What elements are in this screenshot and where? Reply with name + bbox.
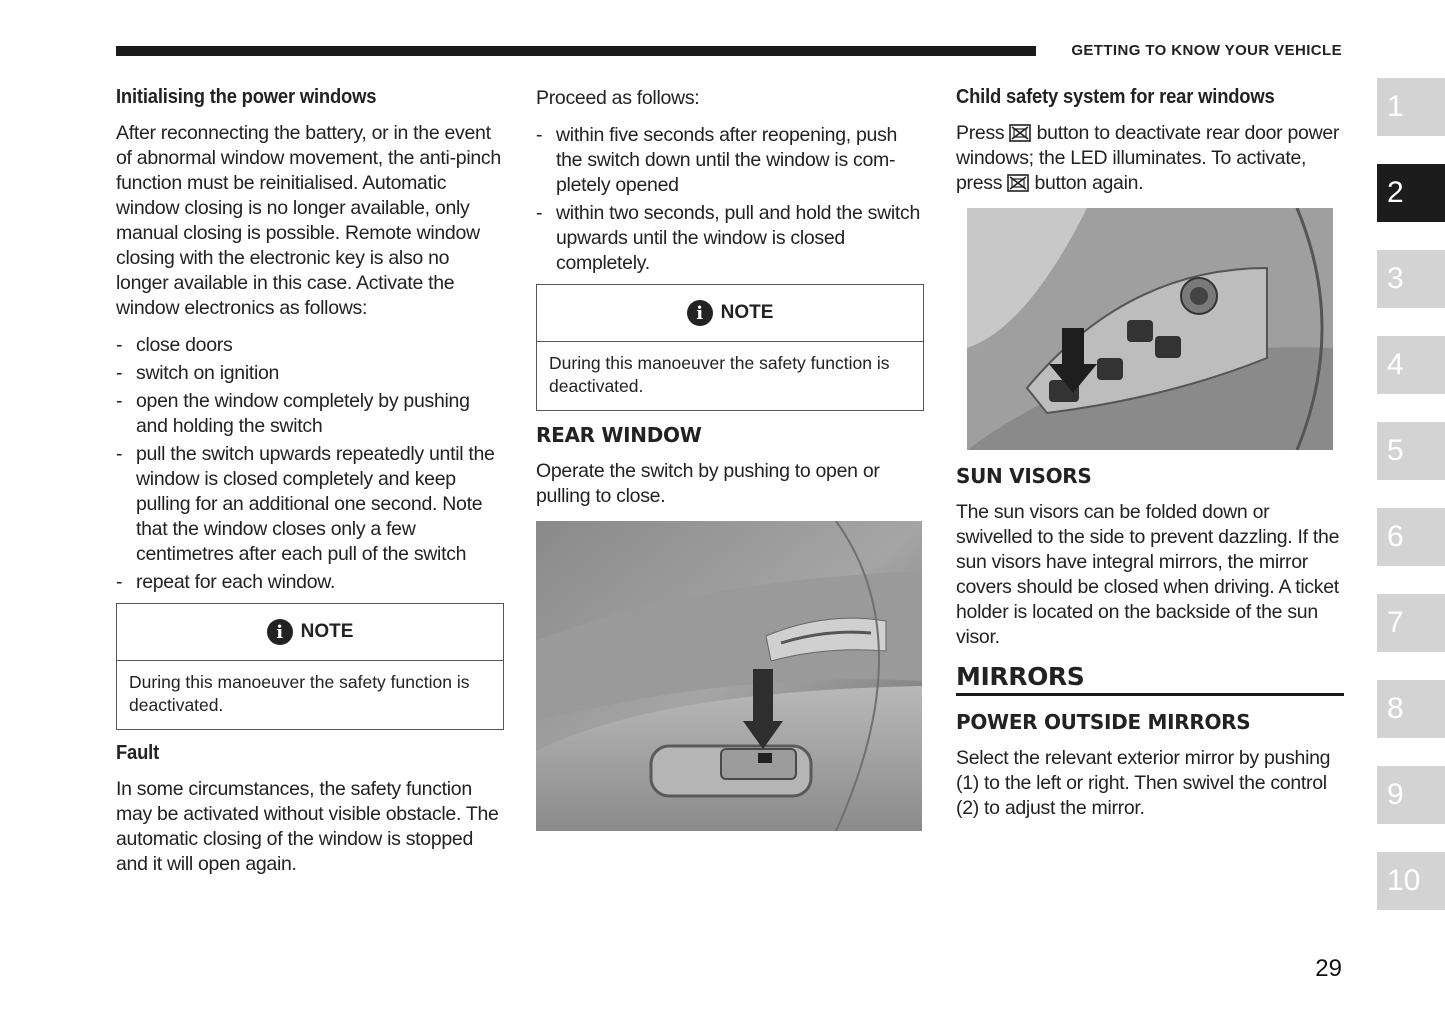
chapter-tab-8[interactable]: 8	[1377, 680, 1445, 738]
chapter-tab-1[interactable]: 1	[1377, 78, 1445, 136]
heading-rear-window: REAR WINDOW	[536, 423, 702, 447]
heading-initialising: Initialising the power windows	[116, 86, 377, 108]
child-text-mid: button to deactivate rear door power windows; the LED illuminates. To activate, press	[956, 122, 1340, 194]
note-text: During this manoeuver the safety function is deactivated.	[129, 672, 470, 715]
power-mirrors-paragraph: Select the relevant exterior mirror by pushing (1) to the left or right. Then swivel the control (2) to adjust the mirror.	[956, 747, 1331, 819]
note-box	[536, 284, 924, 411]
column-2	[536, 86, 924, 831]
window-switch-panel-image	[967, 208, 1333, 450]
child-text-post: button again.	[1034, 172, 1144, 194]
list-item: - within two seconds, pull and hold the switch upwards until the window is closed completely.	[536, 201, 924, 276]
chapter-tab-9[interactable]: 9	[1377, 766, 1445, 824]
fault-paragraph: In some circumstances, the safety function may be activated without visible obstacle. The automatic closing of the window is stopped and it will open again.	[116, 778, 499, 875]
list-item: - close doors	[116, 333, 504, 358]
chapter-tab-2[interactable]: 2	[1377, 164, 1445, 222]
heading-mirrors: MIRRORS	[956, 662, 1344, 696]
chapter-tab-7[interactable]: 7	[1377, 594, 1445, 652]
heading-power-mirrors: POWER OUTSIDE MIRRORS	[956, 710, 1251, 734]
section-title: GETTING TO KNOW YOUR VEHICLE	[1071, 42, 1342, 59]
note-label: NOTE	[300, 621, 354, 642]
page-number: 29	[1315, 955, 1342, 982]
note-text: During this manoeuver the safety function is deactivated.	[549, 353, 890, 396]
list-item: - open the window completely by pushing and holding the switch	[116, 389, 504, 439]
heading-child-safety: Child safety system for rear windows	[956, 86, 1275, 108]
note-header	[537, 285, 923, 342]
heading-fault: Fault	[116, 742, 160, 764]
rear-window-text: Operate the switch by pushing to open or pulling to close.	[536, 460, 880, 507]
header-rule	[116, 46, 1036, 56]
info-icon: i	[687, 300, 713, 326]
sun-visors-paragraph: The sun visors can be folded down or swivelled to the side to prevent dazzling. If the sun visors have integral mirrors, the mirror covers should be closed when driving. A ticket holder is located on the backside of the sun visor.	[956, 501, 1340, 648]
child-text-pre: Press	[956, 122, 1005, 144]
window-lock-icon	[1009, 124, 1031, 142]
note-box	[116, 603, 504, 730]
column-3	[956, 86, 1344, 833]
list-item: - repeat for each window.	[116, 570, 504, 595]
proceed-text: Proceed as follows:	[536, 87, 700, 109]
list-item: - within five seconds after reopening, push the switch down until the window is com- pletely opened	[536, 123, 924, 198]
list-item: - pull the switch upwards repeatedly until the window is closed completely and keep pulling for an additional one second. Note that the window closes only a few centimetres after each pull of the switch	[116, 442, 504, 567]
heading-sun-visors: SUN VISORS	[956, 464, 1092, 488]
child-safety-paragraph	[956, 121, 1344, 196]
note-label: NOTE	[720, 302, 774, 323]
chapter-tab-3[interactable]: 3	[1377, 250, 1445, 308]
note-header	[117, 604, 503, 661]
steps-list	[536, 123, 924, 276]
door-switch-image	[536, 521, 922, 831]
window-lock-icon	[1007, 174, 1029, 192]
info-icon: i	[267, 619, 293, 645]
chapter-tab-6[interactable]: 6	[1377, 508, 1445, 566]
intro-paragraph: After reconnecting the battery, or in the event of abnormal window movement, the anti-pinch function must be reinitialised. Automatic window closing is no longer available, only manual closing is possible. Remote window closing with the electronic key is also no longer available in this case. Activate the window electronics as follows:	[116, 122, 501, 319]
chapter-tab-5[interactable]: 5	[1377, 422, 1445, 480]
list-item: - switch on ignition	[116, 361, 504, 386]
steps-list	[116, 333, 504, 595]
chapter-tab-10[interactable]: 10	[1377, 852, 1445, 910]
column-1	[116, 86, 504, 889]
chapter-tab-4[interactable]: 4	[1377, 336, 1445, 394]
